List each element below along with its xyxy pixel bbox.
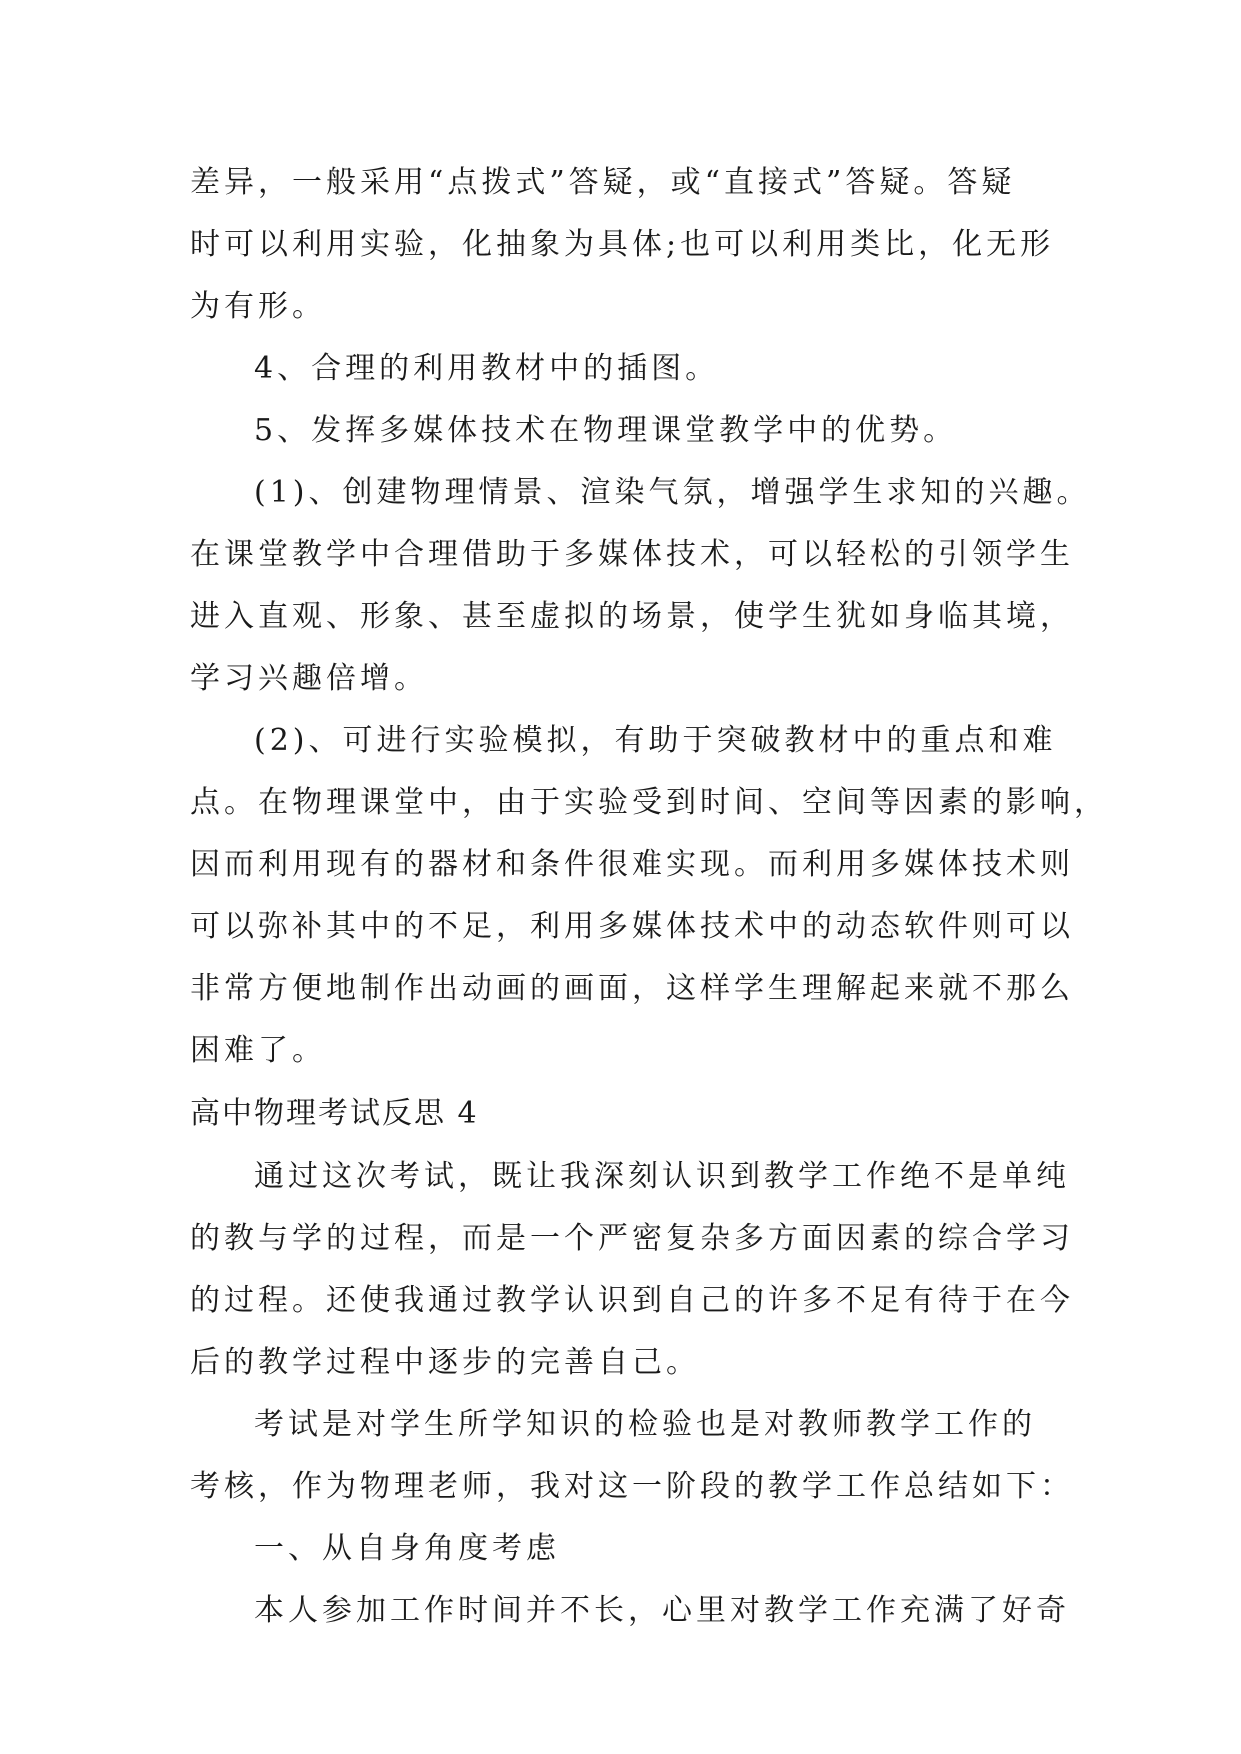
paragraph-answering-methods	[190, 152, 1060, 338]
text-line: 通过这次考试，既让我深刻认识到教学工作绝不是单纯	[254, 1159, 1070, 1194]
text-line: 时可以利用实验，化抽象为具体;也可以利用类比，化无形	[190, 227, 1055, 262]
text-line: (1)、创建物理情景、渲染气氛，增强学生求知的兴趣。	[254, 475, 1091, 510]
document-body	[190, 152, 1108, 1642]
paragraph-self-intro: 本人参加工作时间并不长，心里对教学工作充满了好奇	[254, 1593, 1070, 1628]
text-line: 非常方便地制作出动画的画面，这样学生理解起来就不那么	[190, 971, 1074, 1006]
text-line: 进入直观、形象、甚至虚拟的场景，使学生犹如身临其境，	[190, 599, 1074, 634]
paragraph-subitem-2	[190, 710, 1108, 1082]
text-line: 困难了。	[190, 1033, 326, 1068]
text-line: 因而利用现有的器材和条件很难实现。而利用多媒体技术则	[190, 847, 1074, 882]
paragraph-subitem-1	[190, 462, 1091, 710]
text-line: 在课堂教学中合理借助于多媒体技术，可以轻松的引领学生	[190, 537, 1074, 572]
text-line: 可以弥补其中的不足，利用多媒体技术中的动态软件则可以	[190, 909, 1074, 944]
paragraph-item-4: 4、合理的利用教材中的插图。	[254, 351, 720, 386]
text-line: 学习兴趣倍增。	[190, 661, 428, 696]
text-line: 考试是对学生所学知识的检验也是对教师教学工作的	[254, 1407, 1036, 1442]
paragraph-exam-reflection	[190, 1146, 1074, 1394]
text-line: 点。在物理课堂中，由于实验受到时间、空间等因素的影响，	[190, 785, 1108, 820]
text-line: 考核，作为物理老师，我对这一阶段的教学工作总结如下：	[190, 1469, 1074, 1504]
text-line: 后的教学过程中逐步的完善自己。	[190, 1345, 700, 1380]
text-line: 为有形。	[190, 289, 326, 324]
paragraph-item-5: 5、发挥多媒体技术在物理课堂教学中的优势。	[254, 413, 958, 448]
section-heading: 高中物理考试反思 4	[190, 1096, 479, 1131]
text-line: 的教与学的过程，而是一个严密复杂多方面因素的综合学习	[190, 1221, 1074, 1256]
paragraph-exam-purpose	[190, 1394, 1074, 1518]
subsection-heading: 一、从自身角度考虑	[254, 1531, 560, 1566]
text-line: 的过程。还使我通过教学认识到自己的许多不足有待于在今	[190, 1283, 1074, 1318]
text-line: 差异，一般采用“点拨式”答疑，或“直接式”答疑。答疑	[190, 165, 1016, 200]
text-line: (2)、可进行实验模拟，有助于突破教材中的重点和难	[254, 723, 1057, 758]
